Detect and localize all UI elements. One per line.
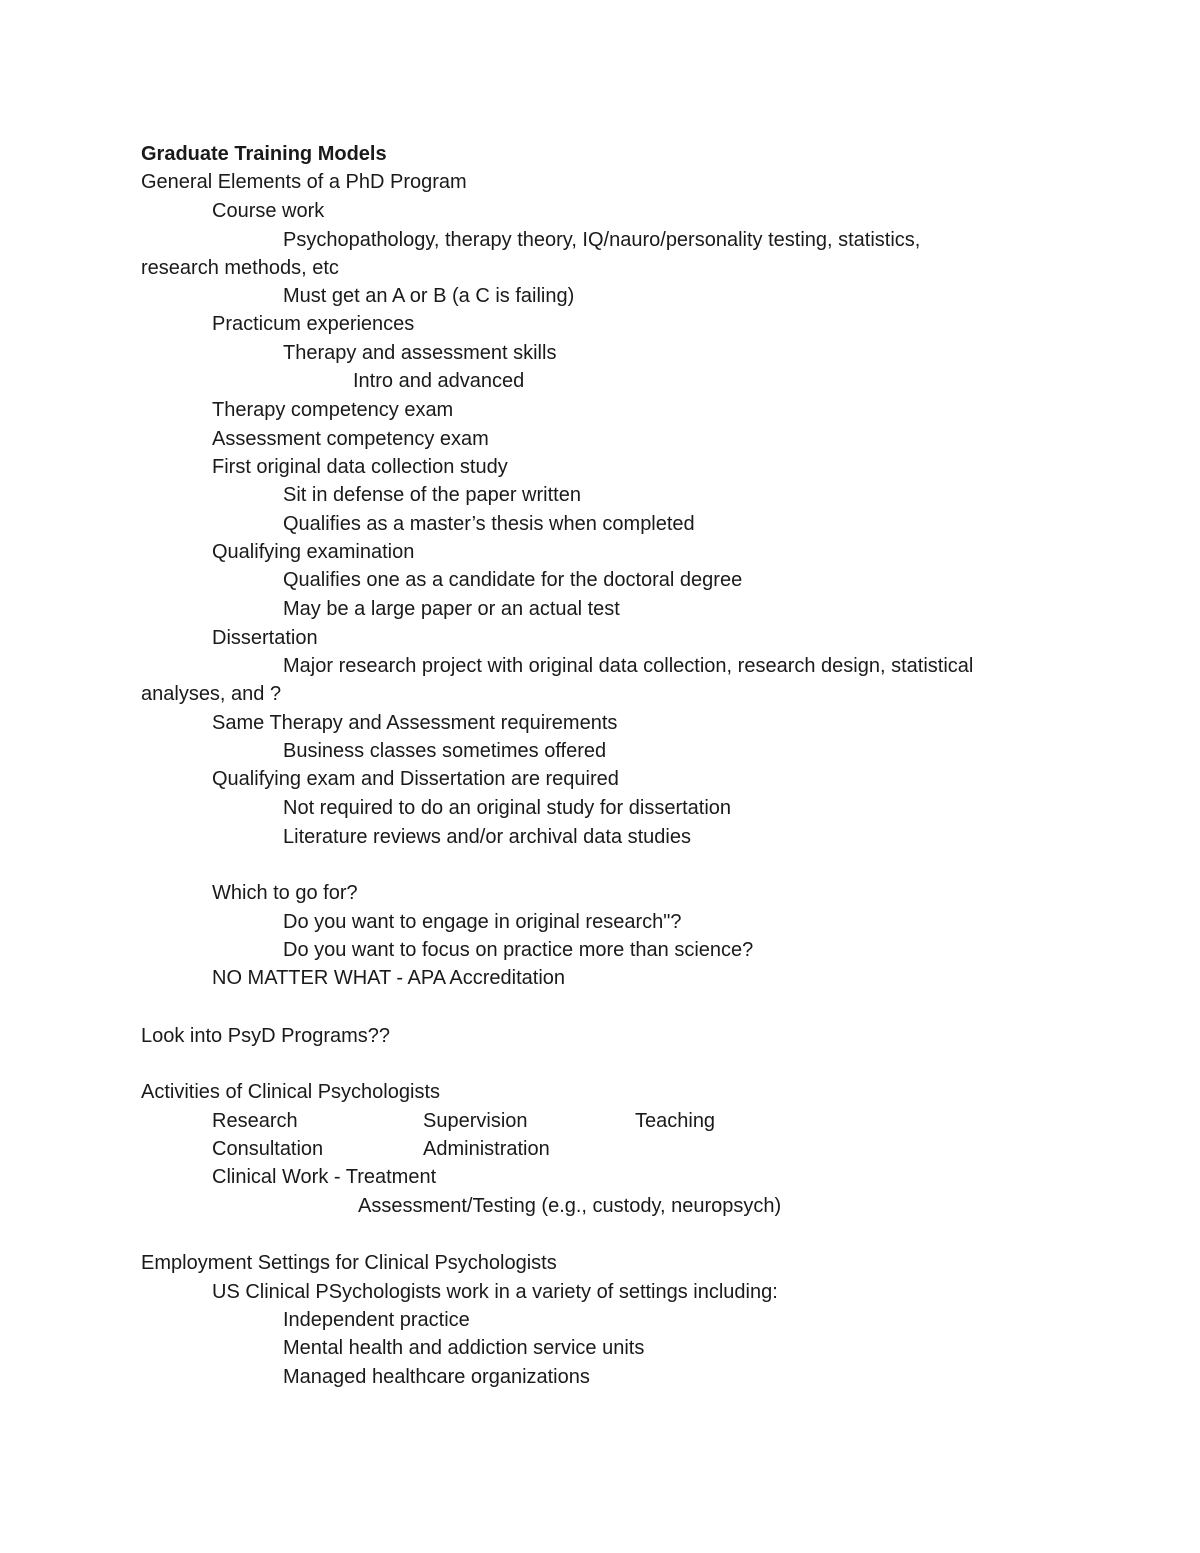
text-line: First original data collection study: [212, 456, 508, 478]
setting-item: Independent practice: [283, 1309, 470, 1331]
activity-item: Clinical Work - Treatment: [212, 1166, 437, 1188]
text-line: Sit in defense of the paper written: [283, 484, 581, 506]
text-line: General Elements of a PhD Program: [141, 171, 467, 193]
activity-item: Consultation: [212, 1138, 324, 1160]
text-line: Qualifies as a master’s thesis when completed: [283, 513, 695, 535]
section-heading: Employment Settings for Clinical Psychologists: [141, 1252, 557, 1274]
text-line: Therapy competency exam: [212, 399, 454, 421]
activity-item: Administration: [423, 1138, 550, 1160]
text-line: Same Therapy and Assessment requirements: [212, 712, 618, 734]
document-title: Graduate Training Models: [141, 143, 387, 165]
text-line: Major research project with original data collection, research design, statistical: [283, 655, 974, 677]
text-line: Dissertation: [212, 627, 318, 649]
activity-item: Assessment/Testing (e.g., custody, neuropsych): [358, 1195, 782, 1217]
setting-item: Managed healthcare organizations: [283, 1366, 590, 1388]
activity-item: Research: [212, 1110, 298, 1132]
activity-item: Teaching: [635, 1110, 716, 1132]
text-line: Assessment competency exam: [212, 428, 489, 450]
text-line: Do you want to engage in original research"?: [283, 911, 682, 933]
text-line: Not required to do an original study for dissertation: [283, 797, 732, 819]
setting-item: Mental health and addiction service units: [283, 1337, 645, 1359]
text-line: Psychopathology, therapy theory, IQ/nauro/personality testing, statistics,: [283, 229, 921, 251]
text-line: Qualifies one as a candidate for the doctoral degree: [283, 569, 743, 591]
text-line: Practicum experiences: [212, 313, 415, 335]
text-line: May be a large paper or an actual test: [283, 598, 620, 620]
text-line: Must get an A or B (a C is failing): [283, 285, 575, 307]
text-line: analyses, and ?: [141, 683, 282, 705]
text-line: Therapy and assessment skills: [283, 342, 557, 364]
text-line: Course work: [212, 200, 325, 222]
text-line: NO MATTER WHAT - APA Accreditation: [212, 967, 566, 989]
text-line: Qualifying examination: [212, 541, 415, 563]
text-line: Look into PsyD Programs??: [141, 1025, 391, 1047]
text-line: Business classes sometimes offered: [283, 740, 607, 762]
text-line: Literature reviews and/or archival data studies: [283, 826, 691, 848]
text-line: US Clinical PSychologists work in a variety of settings including:: [212, 1281, 778, 1303]
text-line: research methods, etc: [141, 257, 339, 279]
text-line: Qualifying exam and Dissertation are required: [212, 768, 619, 790]
text-line: Intro and advanced: [353, 370, 525, 392]
activity-item: Supervision: [423, 1110, 528, 1132]
text-line: Do you want to focus on practice more than science?: [283, 939, 754, 961]
section-heading: Activities of Clinical Psychologists: [141, 1081, 440, 1103]
text-line: Which to go for?: [212, 882, 358, 904]
